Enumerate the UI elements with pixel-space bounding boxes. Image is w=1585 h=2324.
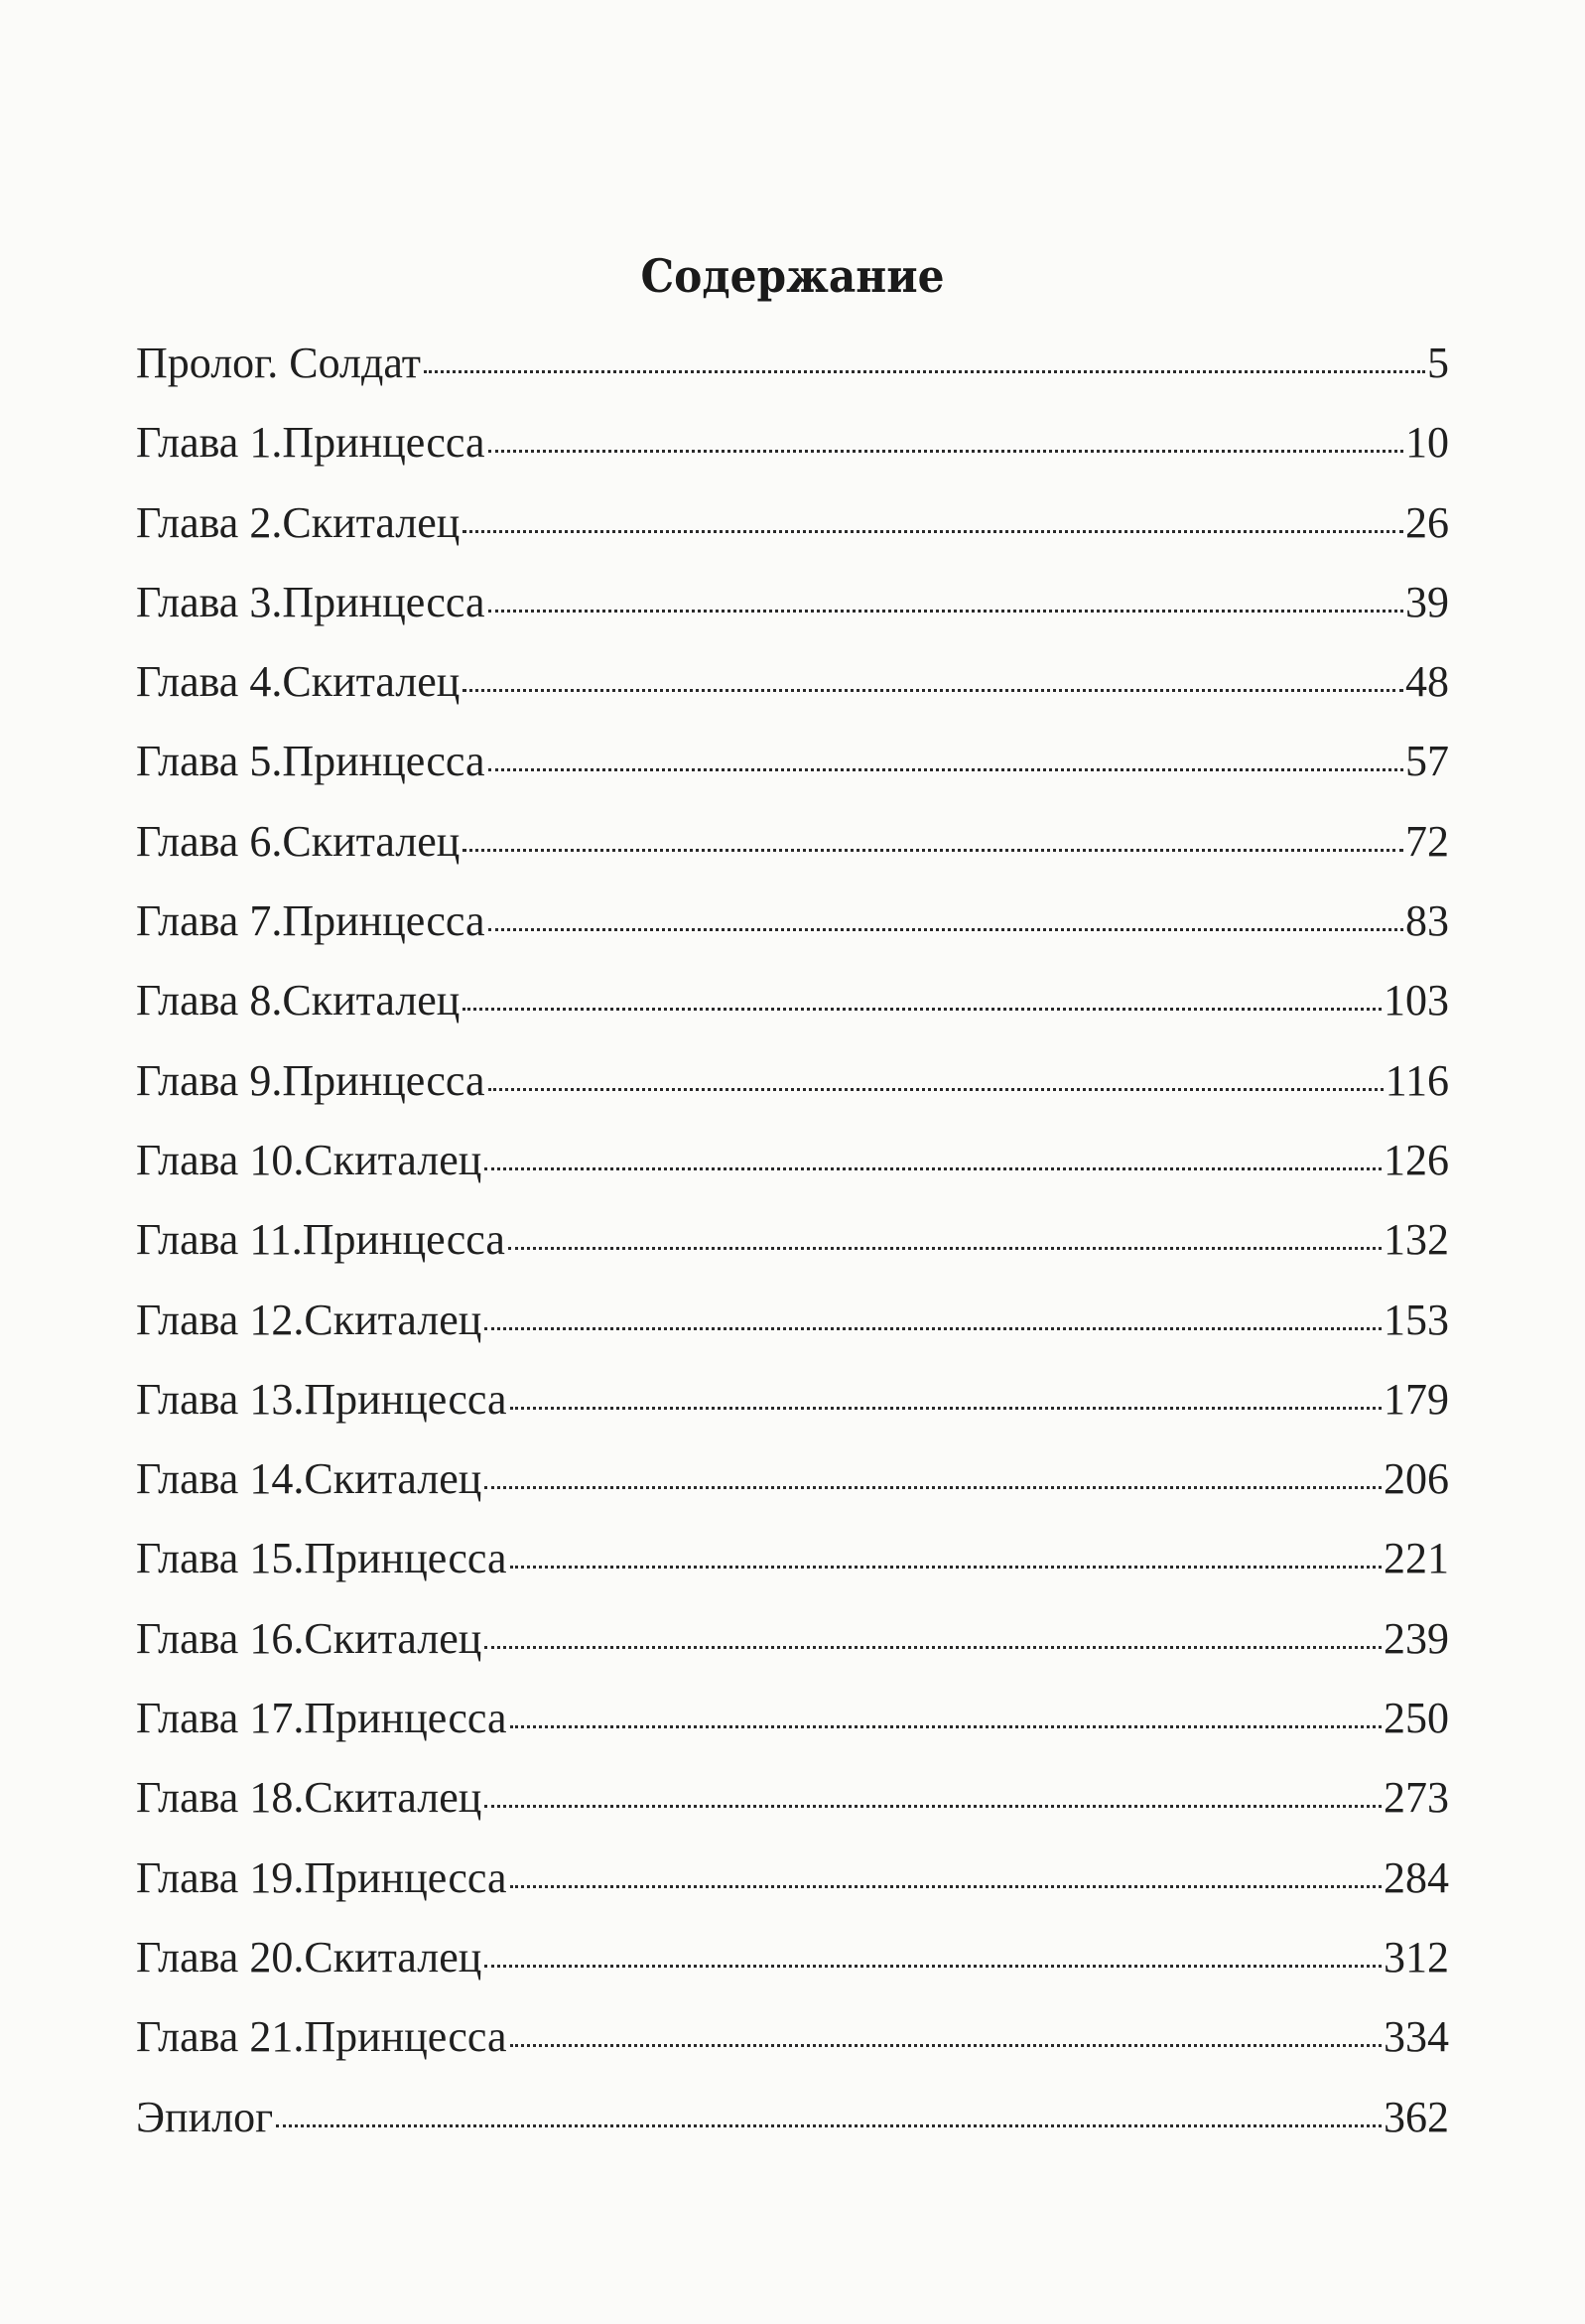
toc-entry-page: 39	[1405, 577, 1449, 626]
table-of-contents	[136, 334, 1449, 2167]
toc-entry-page: 116	[1385, 1055, 1449, 1105]
toc-entry-page: 48	[1405, 657, 1449, 707]
toc-leader-dots	[484, 1323, 1382, 1330]
toc-entry	[136, 2007, 1449, 2087]
toc-entry	[136, 1131, 1449, 1210]
toc-entry	[136, 1928, 1449, 2007]
toc-entry-page: 250	[1384, 1694, 1449, 1743]
toc-entry-label: Глава 16.Скиталец	[136, 1613, 482, 1663]
toc-entry-page: 334	[1384, 2012, 1449, 2062]
toc-entry-page: 103	[1384, 976, 1449, 1025]
toc-entry-page: 273	[1384, 1773, 1449, 1823]
toc-leader-dots	[462, 685, 1403, 692]
toc-entry	[136, 971, 1449, 1050]
toc-leader-dots	[462, 1004, 1382, 1011]
toc-entry	[136, 334, 1449, 413]
toc-entry	[136, 1210, 1449, 1290]
toc-entry-label: Глава 3.Принцесса	[136, 577, 485, 626]
toc-entry	[136, 1370, 1449, 1449]
toc-leader-dots	[484, 1642, 1382, 1649]
toc-entry-label: Глава 5.Принцесса	[136, 737, 485, 786]
toc-entry-page: 10	[1405, 418, 1449, 468]
toc-entry	[136, 1609, 1449, 1689]
toc-entry-label: Глава 9.Принцесса	[136, 1055, 485, 1105]
toc-entry-label: Глава 7.Принцесса	[136, 896, 485, 946]
toc-entry-label: Глава 15.Принцесса	[136, 1534, 507, 1583]
toc-leader-dots	[488, 764, 1403, 771]
toc-entry-page: 26	[1405, 497, 1449, 547]
toc-entry-label: Глава 2.Скиталец	[136, 497, 461, 547]
toc-entry	[136, 493, 1449, 573]
toc-entry	[136, 1291, 1449, 1370]
toc-entry-label: Глава 11.Принцесса	[136, 1215, 505, 1265]
toc-leader-dots	[510, 1403, 1382, 1410]
toc-entry-page: 284	[1384, 1852, 1449, 1902]
toc-entry-label: Глава 18.Скиталец	[136, 1773, 482, 1823]
toc-entry-label: Глава 21.Принцесса	[136, 2012, 507, 2062]
toc-entry	[136, 1449, 1449, 1529]
toc-entry-page: 362	[1384, 2092, 1449, 2141]
toc-entry-label: Глава 8.Скиталец	[136, 976, 461, 1025]
toc-entry-label: Глава 1.Принцесса	[136, 418, 485, 468]
toc-entry	[136, 413, 1449, 492]
toc-entry	[136, 652, 1449, 732]
toc-entry-page: 179	[1384, 1374, 1449, 1424]
toc-leader-dots	[510, 2040, 1382, 2047]
toc-entry	[136, 812, 1449, 891]
toc-entry-page: 126	[1384, 1135, 1449, 1184]
toc-entry-page: 72	[1405, 816, 1449, 866]
toc-entry-page: 239	[1384, 1613, 1449, 1663]
toc-entry-page: 206	[1384, 1454, 1449, 1504]
toc-entry-label: Глава 6.Скиталец	[136, 816, 461, 866]
toc-leader-dots	[510, 1562, 1382, 1569]
toc-leader-dots	[488, 924, 1403, 931]
toc-entry	[136, 1051, 1449, 1131]
toc-entry-page: 83	[1405, 896, 1449, 946]
toc-entry-page: 312	[1384, 1932, 1449, 1982]
toc-entry	[136, 573, 1449, 652]
toc-entry	[136, 1768, 1449, 1847]
toc-entry	[136, 1689, 1449, 1768]
toc-entry-page: 5	[1427, 339, 1449, 387]
toc-leader-dots	[488, 606, 1403, 613]
toc-leader-dots	[484, 1163, 1382, 1170]
toc-leader-dots	[488, 446, 1403, 453]
toc-leader-dots	[462, 845, 1403, 852]
toc-leader-dots	[276, 2120, 1382, 2127]
toc-entry-label: Пролог. Солдат	[136, 339, 421, 387]
toc-entry-page: 221	[1384, 1534, 1449, 1583]
toc-leader-dots	[462, 526, 1403, 533]
toc-entry-label: Глава 12.Скиталец	[136, 1295, 482, 1344]
toc-entry	[136, 891, 1449, 971]
toc-entry-label: Глава 20.Скиталец	[136, 1932, 482, 1982]
toc-leader-dots	[424, 366, 1425, 373]
toc-entry	[136, 732, 1449, 811]
toc-leader-dots	[484, 1801, 1382, 1808]
toc-leader-dots	[508, 1243, 1382, 1250]
toc-entry	[136, 2088, 1449, 2167]
toc-entry-label: Глава 19.Принцесса	[136, 1852, 507, 1902]
toc-entry-page: 153	[1384, 1295, 1449, 1344]
toc-leader-dots	[484, 1961, 1382, 1968]
toc-entry-page: 132	[1384, 1215, 1449, 1265]
toc-entry-label: Глава 17.Принцесса	[136, 1694, 507, 1743]
toc-entry	[136, 1848, 1449, 1928]
toc-entry-label: Глава 4.Скиталец	[136, 657, 461, 707]
page-title: Содержание	[640, 249, 945, 303]
toc-entry-label: Эпилог	[136, 2092, 274, 2141]
toc-entry-label: Глава 10.Скиталец	[136, 1135, 482, 1184]
toc-entry-label: Глава 14.Скиталец	[136, 1454, 482, 1504]
toc-entry-label: Глава 13.Принцесса	[136, 1374, 507, 1424]
toc-entry-page: 57	[1405, 737, 1449, 786]
toc-leader-dots	[488, 1084, 1384, 1091]
toc-leader-dots	[510, 1881, 1382, 1888]
toc-leader-dots	[510, 1721, 1382, 1728]
toc-leader-dots	[484, 1482, 1382, 1489]
toc-entry	[136, 1529, 1449, 1608]
